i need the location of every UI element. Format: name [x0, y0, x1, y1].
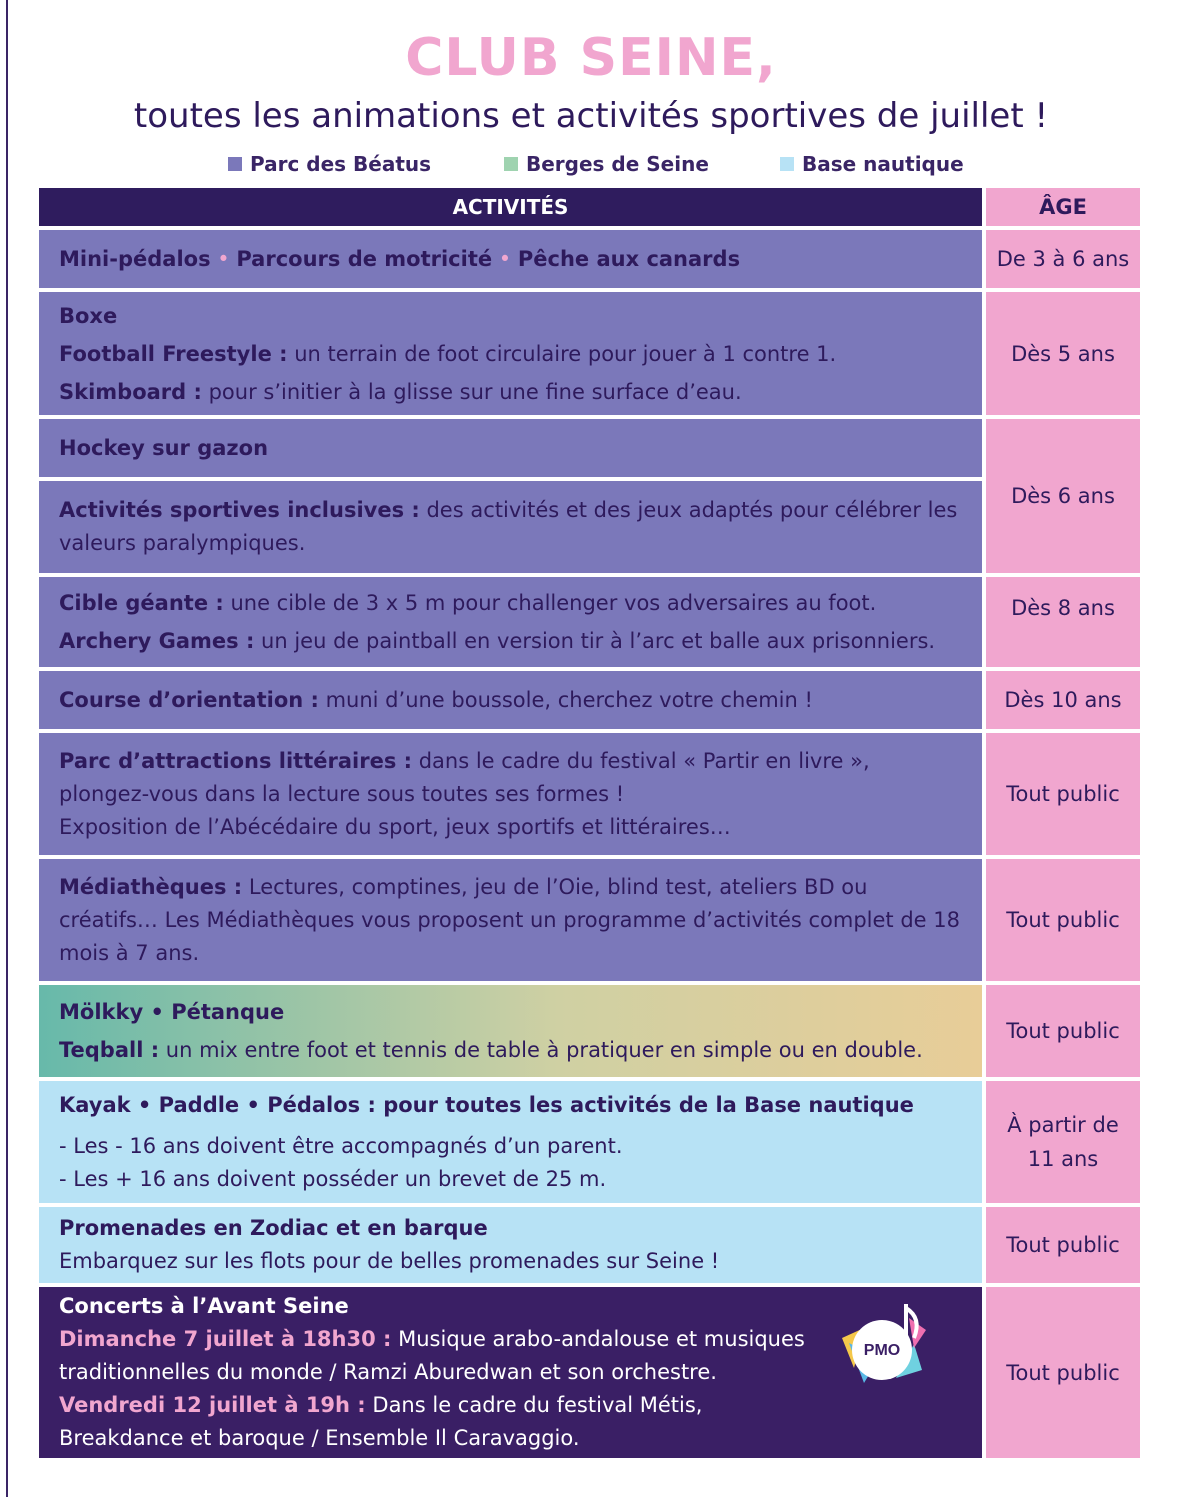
age-cell: [986, 1287, 1140, 1458]
table-row-kayak: [39, 1081, 982, 1203]
age-cell: [986, 671, 1140, 729]
pmo-logo-text: PMO: [863, 1342, 901, 1359]
activity-description: muni d’une boussole, cherchez votre chemin !: [318, 687, 813, 712]
activity-description: des activités et des jeux adaptés pour célébrer les valeurs paralympiques.: [59, 498, 958, 555]
age-label: De 3 à 6 ans: [996, 247, 1130, 271]
table-row-hockey: [39, 419, 982, 477]
age-cell: [986, 292, 1140, 415]
table-row-mediatheques: [39, 859, 982, 981]
age-label: À partir de: [1007, 1113, 1119, 1137]
activity-mediatheques: Médiathèques :: [59, 874, 243, 899]
activity-molkky-petanque: Mölkky • Pétanque: [59, 1000, 285, 1024]
age-label: Dès 8 ans: [1011, 596, 1115, 620]
age-cell: [986, 419, 1140, 573]
legend-item-base: [780, 152, 964, 176]
legend: [228, 152, 988, 176]
separator-dot: •: [498, 246, 512, 271]
pmo-logo: [834, 1298, 934, 1394]
separator-dot: •: [217, 246, 230, 271]
age-cell: [986, 1207, 1140, 1283]
age-label: 11 ans: [1027, 1147, 1099, 1171]
activity-cible-geante: Cible géante :: [59, 591, 224, 615]
activity-description: un terrain de foot circulaire pour jouer à 1 contre 1.: [287, 341, 837, 366]
page-subtitle: toutes les animations et activités sportives de juillet !: [133, 96, 1049, 136]
legend-swatch-green: [504, 157, 518, 171]
activity-skimboard: Skimboard :: [59, 379, 202, 404]
activity-note: - Les - 16 ans doivent être accompagnés d’un parent.: [59, 1133, 623, 1158]
activity-note: - Les + 16 ans doivent posséder un brevet de 25 m.: [59, 1166, 607, 1191]
table-row-8ans: [39, 577, 982, 667]
header-activities: ACTIVITÉS: [39, 188, 982, 226]
left-border-rule: [6, 0, 8, 1497]
activity-inclusives: Activités sportives inclusives :: [59, 498, 420, 522]
legend-label: Base nautique: [802, 152, 964, 176]
activity-kayak-paddle-pedalos: Kayak • Paddle • Pédalos : pour toutes les activités de la Base nautique: [59, 1092, 914, 1117]
legend-item-berges: [504, 152, 709, 176]
activity-description: Exposition de l’Abécédaire du sport, jeux sportifs et littéraires…: [59, 814, 731, 839]
table-row-zodiac: [39, 1207, 982, 1283]
activity-teqball: Teqball :: [59, 1038, 160, 1062]
table-row-5ans: [39, 292, 982, 415]
activity-description: un mix entre foot et tennis de table à pratiquer en simple ou en double.: [159, 1038, 923, 1062]
activity-parcours: Parcours de motricité: [236, 246, 493, 271]
activity-archery-games: Archery Games :: [59, 629, 255, 653]
activity-promenades: Promenades en Zodiac et en barque: [59, 1216, 488, 1240]
activity-course-orientation: Course d’orientation :: [59, 687, 319, 712]
activity-description: une cible de 3 x 5 m pour challenger vos adversaires au foot.: [223, 591, 877, 615]
legend-label: Berges de Seine: [526, 152, 709, 176]
age-cell: [986, 733, 1140, 855]
activity-boxe: Boxe: [59, 303, 118, 328]
age-cell: [986, 1081, 1140, 1203]
table-row-molkky: [39, 985, 982, 1077]
table-row-inclusives: [39, 481, 982, 573]
age-label: Tout public: [1006, 782, 1120, 806]
legend-swatch-blue: [780, 157, 794, 171]
age-label: Tout public: [1006, 1019, 1120, 1043]
age-label: Dès 10 ans: [1004, 688, 1122, 712]
activity-description: pour s’initier à la glisse sur une fine surface d’eau.: [201, 379, 742, 404]
activity-parc-attractions: Parc d’attractions littéraires :: [59, 748, 413, 773]
age-label: Dès 5 ans: [1011, 341, 1115, 366]
header-age: ÂGE: [986, 188, 1140, 226]
activity-description: dans le cadre du festival « Partir en livre », plongez-vous dans la lecture sous toutes ses formes !: [59, 748, 870, 806]
table-row-toddlers: [39, 230, 982, 288]
age-label: Dès 6 ans: [1011, 484, 1115, 508]
activity-mini-pedalos: Mini-pédalos: [59, 246, 211, 271]
activity-description: Lectures, comptines, jeu de l’Oie, blind test, ateliers BD ou créatifs… Les Médiathèques vous proposent un programme d’activités complet de 18 mois à 7 ans.: [59, 874, 960, 965]
age-label: Tout public: [1006, 1360, 1120, 1385]
age-cell: [986, 859, 1140, 981]
age-label: Tout public: [1006, 908, 1120, 932]
legend-swatch-purple: [228, 157, 242, 171]
table-row-parc-attractions: [39, 733, 982, 855]
activity-hockey: Hockey sur gazon: [59, 435, 269, 460]
concert-date-1: Dimanche 7 juillet à 18h30 :: [59, 1327, 392, 1351]
legend-label: Parc des Béatus: [250, 152, 432, 176]
age-cell: [986, 230, 1140, 288]
legend-item-parc: [228, 152, 431, 176]
age-cell: [986, 985, 1140, 1077]
page-title: CLUB SEINE,: [405, 28, 777, 88]
concert-description: Dans le cadre du festival Métis, Breakdance et baroque / Ensemble Il Caravaggio.: [59, 1393, 703, 1450]
concert-description: Musique arabo-andalouse et musiques traditionnelles du monde / Ramzi Aburedwan et son orchestre.: [59, 1327, 805, 1384]
activity-peche: Pêche aux canards: [517, 246, 741, 271]
activity-description: Embarquez sur les flots pour de belles promenades sur Seine !: [59, 1249, 720, 1273]
activity-football-freestyle: Football Freestyle :: [59, 341, 288, 366]
activity-description: un jeu de paintball en version tir à l’arc et balle aux prisonniers.: [254, 629, 936, 653]
concert-date-2: Vendredi 12 juillet à 19h :: [59, 1393, 366, 1417]
table-row-10ans: [39, 671, 982, 729]
activity-concerts: Concerts à l’Avant Seine: [59, 1294, 349, 1318]
age-cell: [986, 577, 1140, 667]
age-label: Tout public: [1006, 1233, 1120, 1257]
